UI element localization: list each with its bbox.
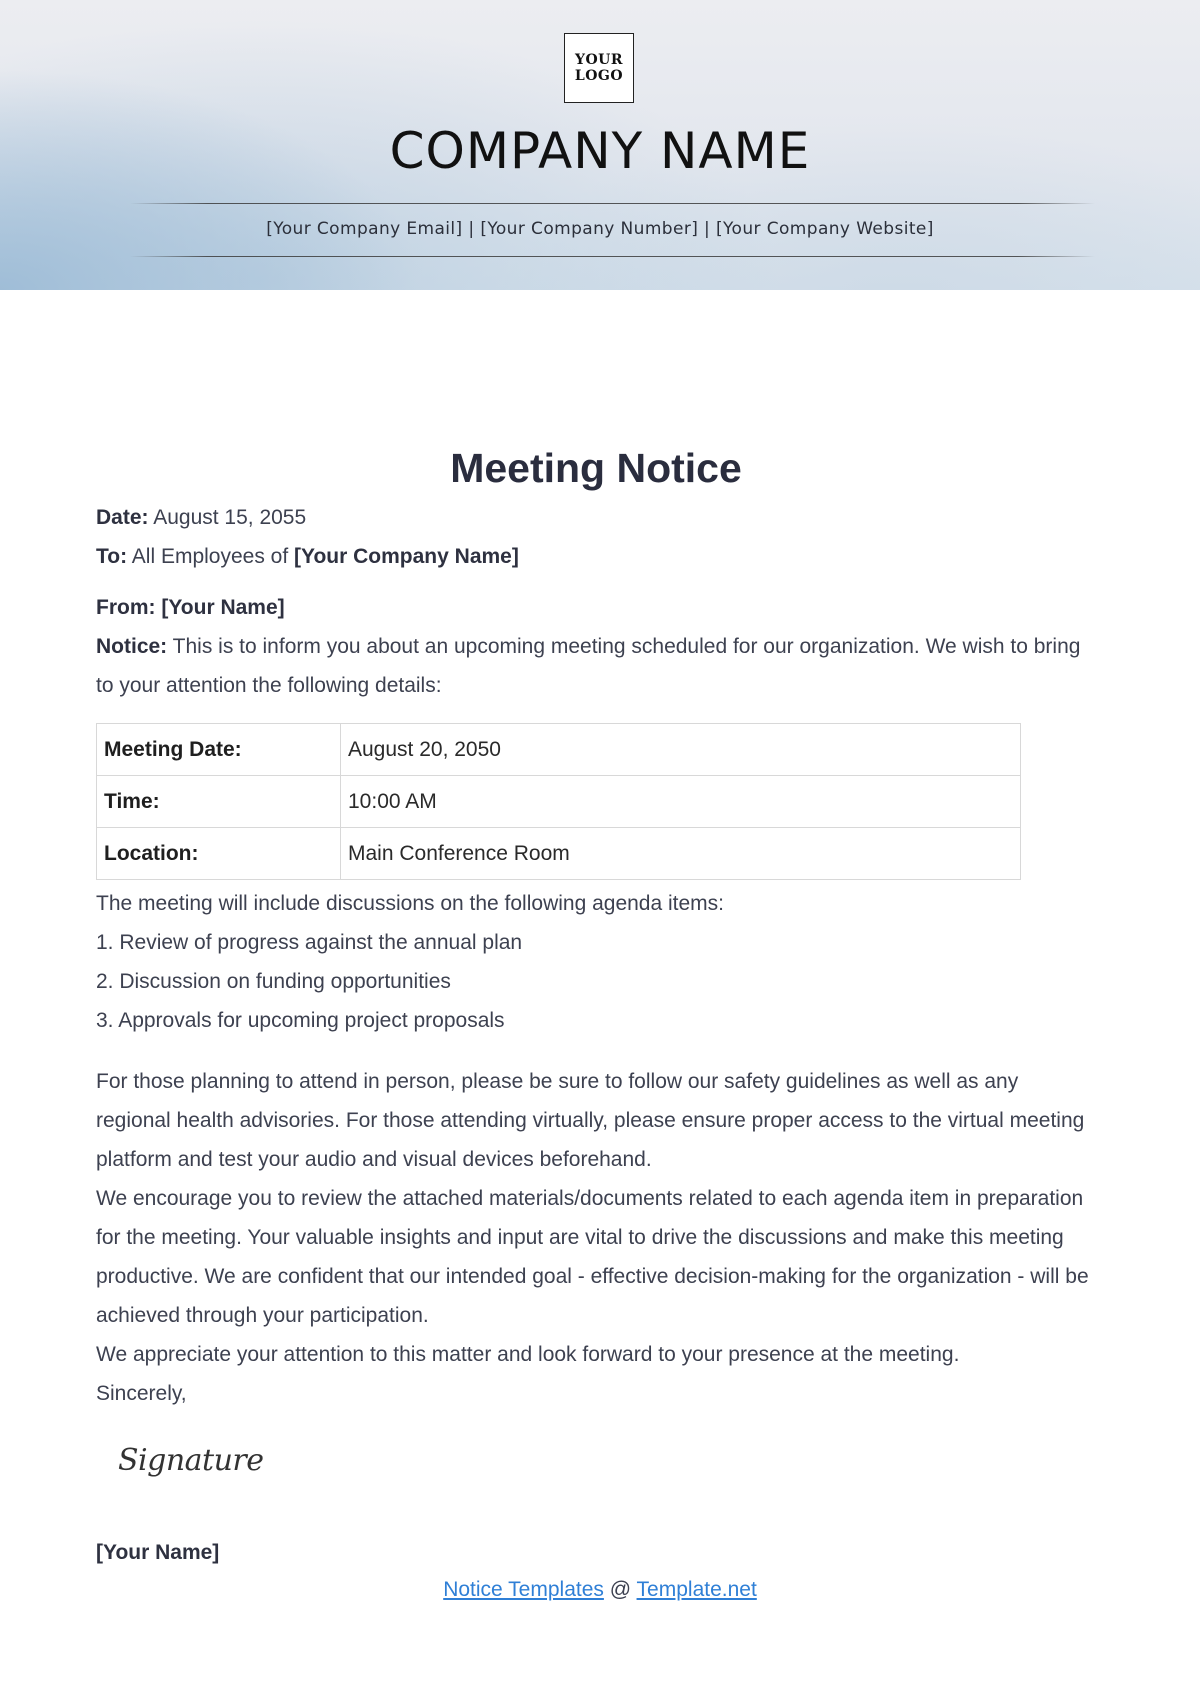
- signature-image: Signature: [118, 1443, 264, 1478]
- table-row: [97, 724, 1021, 776]
- from-line: [96, 588, 1096, 627]
- date-line: [96, 498, 1096, 537]
- logo-line-1: YOUR: [574, 52, 624, 68]
- table-cell-value: August 20, 2050: [341, 724, 1021, 776]
- template-net-link[interactable]: Template.net: [636, 1578, 757, 1601]
- table-row: [97, 776, 1021, 828]
- to-company: [Your Company Name]: [294, 545, 519, 568]
- table-cell-value: 10:00 AM: [341, 776, 1021, 828]
- closing-line: Sincerely,: [96, 1382, 187, 1405]
- date-value: August 15, 2055: [153, 506, 307, 529]
- header-banner: [0, 0, 1200, 290]
- agenda-list: [96, 923, 1096, 1040]
- table-cell-label: Location:: [97, 828, 341, 880]
- logo-line-2: LOGO: [574, 68, 624, 84]
- signature-area: [96, 1413, 1096, 1533]
- date-label: Date:: [96, 506, 149, 529]
- list-item: 3. Approvals for upcoming project proposals: [96, 1009, 505, 1032]
- notice-line: [96, 627, 1096, 705]
- list-item: 2. Discussion on funding opportunities: [96, 970, 451, 993]
- agenda-intro: The meeting will include discussions on the following agenda items:: [96, 892, 725, 915]
- footer-credit: [0, 1578, 1200, 1602]
- paragraph-preparation: We encourage you to review the attached materials/documents related to each agenda item in preparation for the meeting. Your valuable insights and input are vital to drive the discussions and make this meeting productive. We are confident that our intended goal - effective decision-making for the organization - will be achieved through your participation.: [96, 1187, 1089, 1327]
- company-contact-line: [Your Company Email] | [Your Company Number] | [Your Company Website]: [266, 219, 934, 239]
- to-line: [96, 537, 1096, 576]
- table-cell-label: Meeting Date:: [97, 724, 341, 776]
- signer-name: [Your Name]: [96, 1541, 220, 1564]
- meeting-details-table: [96, 723, 1021, 880]
- table-row: [97, 828, 1021, 880]
- to-label: To:: [96, 545, 128, 568]
- notice-body: [96, 438, 1096, 1572]
- company-logo: [564, 33, 634, 103]
- paragraph-attendance: For those planning to attend in person, please be sure to follow our safety guidelines as well as any regional health advisories. For those attending virtually, please ensure proper access to the virtual meeting platform and test your audio and visual devices beforehand.: [96, 1070, 1085, 1171]
- notice-templates-link[interactable]: Notice Templates: [443, 1578, 604, 1601]
- from-value: [Your Name]: [161, 596, 285, 619]
- footer-separator: @: [609, 1578, 632, 1601]
- header-divider-top: [130, 203, 1095, 204]
- company-name: COMPANY NAME: [389, 122, 811, 180]
- header-divider-bottom: [130, 256, 1095, 257]
- paragraph-appreciation: We appreciate your attention to this matter and look forward to your presence at the meeting.: [96, 1343, 960, 1366]
- notice-text: This is to inform you about an upcoming meeting scheduled for our organization. We wish to bring to your attention the following details:: [96, 635, 1081, 697]
- page-title: Meeting Notice: [450, 445, 742, 491]
- list-item: 1. Review of progress against the annual plan: [96, 931, 523, 954]
- from-label: From:: [96, 596, 156, 619]
- table-cell-value: Main Conference Room: [341, 828, 1021, 880]
- to-value: All Employees of: [131, 545, 289, 568]
- table-cell-label: Time:: [97, 776, 341, 828]
- notice-label: Notice:: [96, 635, 168, 658]
